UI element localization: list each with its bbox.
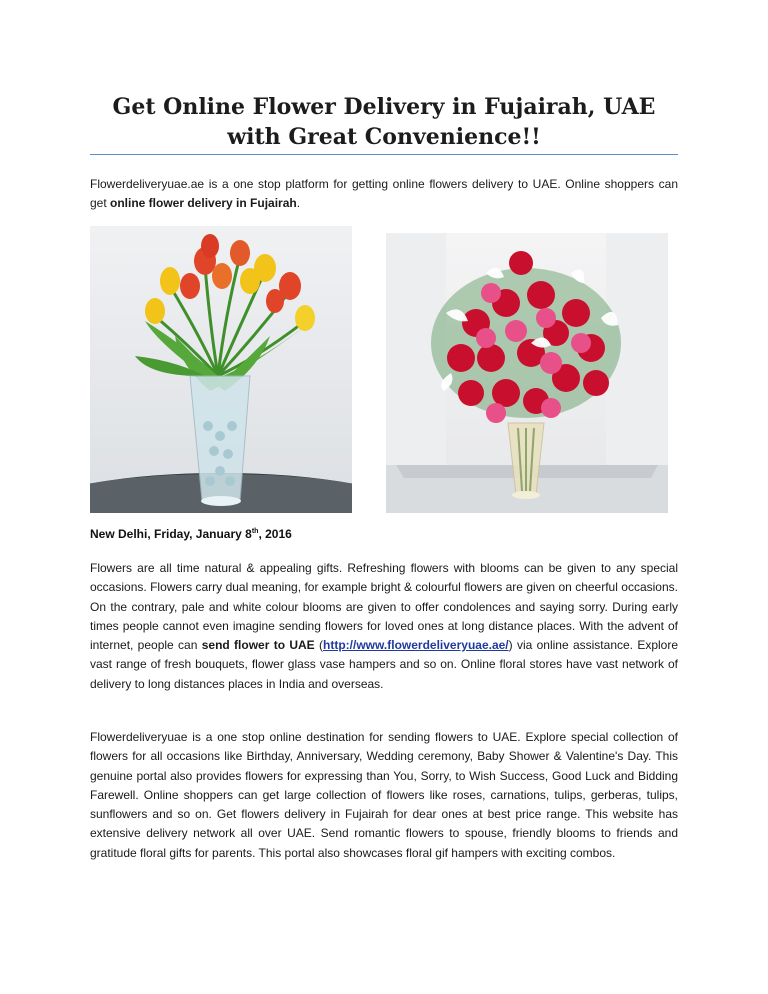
rose-vase-photo xyxy=(386,233,668,513)
page-title: Get Online Flower Delivery in Fujairah, UAE with Great Convenience!! xyxy=(112,94,656,150)
intro-bold: online flower delivery in Fujairah xyxy=(110,196,297,211)
dateline xyxy=(90,527,292,541)
para2-bold: send flower to UAE xyxy=(201,638,315,653)
dateline-text: New Delhi, Friday, January 8 xyxy=(90,527,252,541)
para2-text-2: ) via online assistance. Explore vast range of fresh bouquets, flower glass vase hampers and so on. Online floral stores have vast network of delivery to long distances places in India and overseas. xyxy=(90,638,679,691)
intro-text-2: . xyxy=(296,196,301,211)
website-link[interactable]: http://www.flowerdeliveryuae.ae/ xyxy=(323,638,509,653)
title-divider xyxy=(90,154,678,155)
body-paragraph-1 xyxy=(90,559,678,694)
intro-text-1: Flowerdeliveryuae.ae is a one stop platform for getting online flowers delivery to UAE. Online shoppers can get xyxy=(90,177,678,211)
intro-paragraph xyxy=(90,175,678,214)
para2-paren: ( xyxy=(314,638,324,653)
dateline-sup: th xyxy=(251,528,259,535)
tulip-vase-photo xyxy=(90,226,352,513)
dateline-year: , 2016 xyxy=(258,527,292,541)
body-paragraph-2: Flowerdeliveryuae is a one stop online destination for sending flowers to UAE. Explore special collection of flowers for all occasions like Birthday, Anniversary, Wedding ceremony, Baby Shower & Valentine's Day. This genuine portal also provides flowers for expressing than You, Sorry, to Wish Success, Good Luck and Bidding Farewell. Online shoppers can get large collection of flowers like roses, carnations, tulips, gerberas, tulips, sunflowers and so on. Get flowers delivery in Fujairah for dear ones at best price range. This website has extensive delivery network all over UAE. Send romantic flowers to spouse, friendly blooms to friends and gratitude floral gifts for parents. This portal also showcases floral gif hampers with exciting combos. xyxy=(90,730,678,860)
para2-text-1: Flowers are all time natural & appealing gifts. Refreshing flowers with blooms can be given to any special occasions. Flowers carry dual meaning, for example bright & colourful flowers are given on cheerful occasions. On the contrary, pale and white colour blooms are given to offer condolences and saying sorry. During early times people cannot even imagine sending flowers for loved ones at long distance places. With the advent of internet, people can xyxy=(90,561,678,653)
